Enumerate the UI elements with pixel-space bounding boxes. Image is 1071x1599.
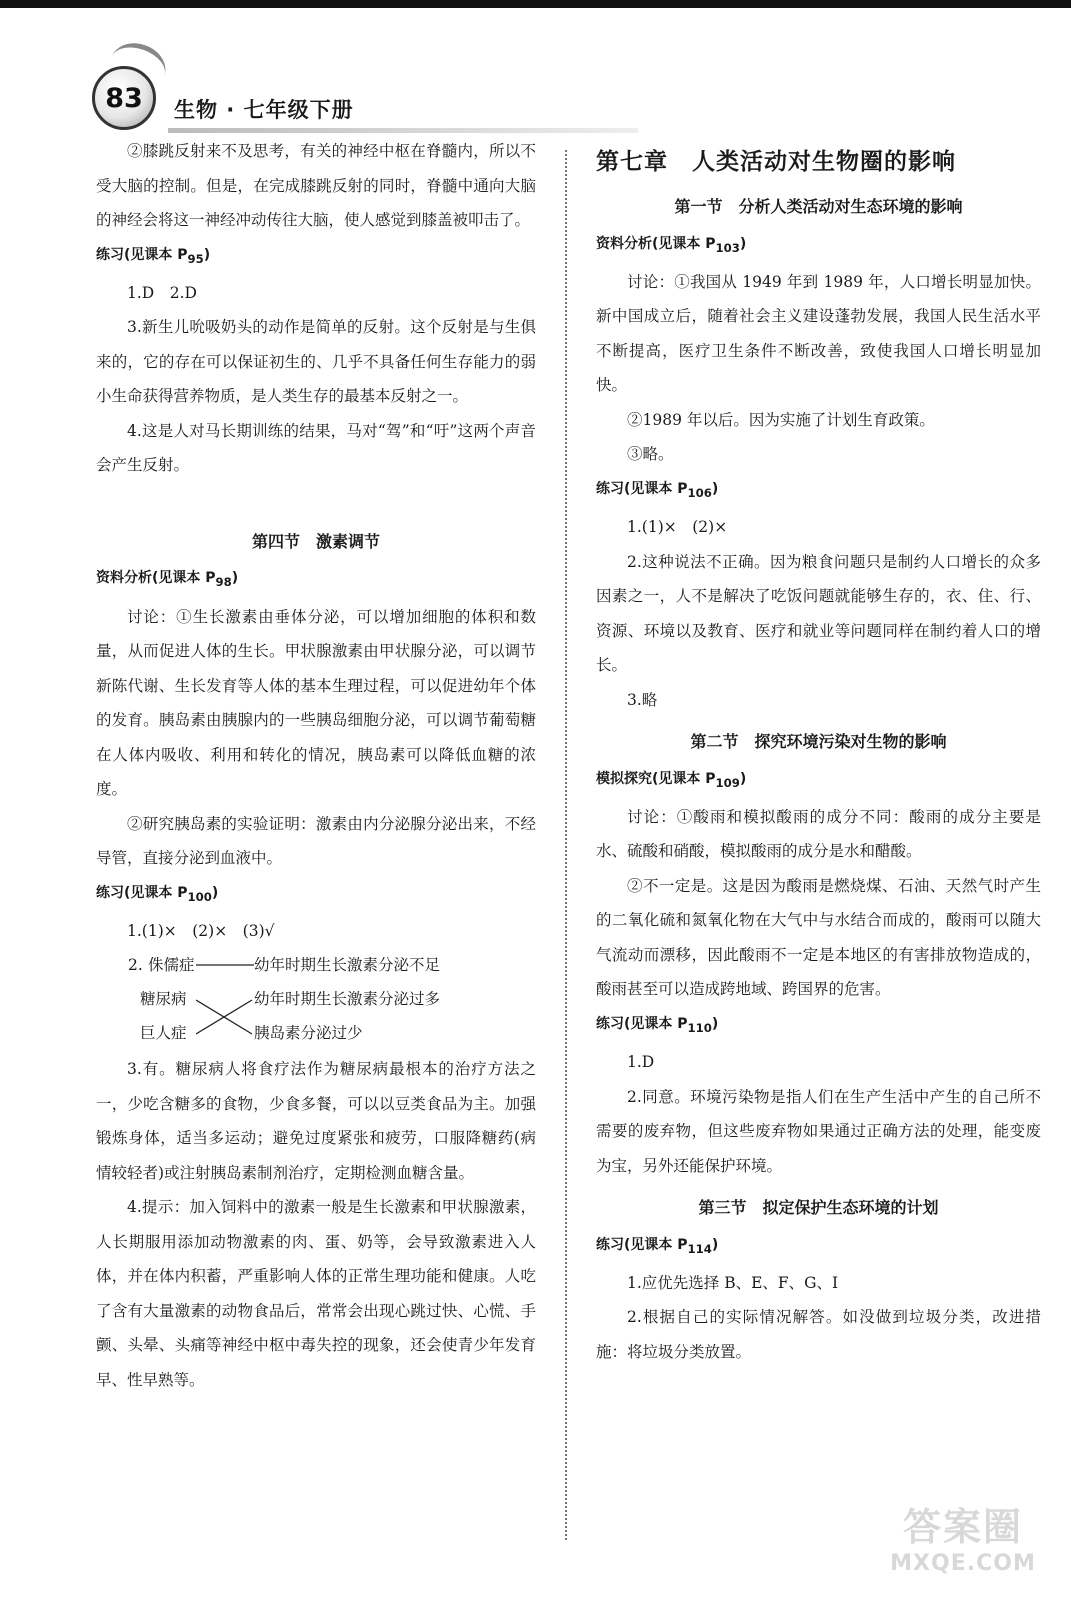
page-ref: 114 (687, 1241, 712, 1256)
exercise-answer-3: 3.略 (627, 690, 658, 709)
page-ref: 100 (187, 889, 212, 904)
exercise-answers: 1.D 2.D (127, 283, 197, 302)
right-column (596, 142, 1041, 1369)
match-right-item: 胰岛素分泌过少 (254, 1024, 363, 1043)
exercise-answer-2: 2.同意。环境污染物是指人们在生产生活中产生的自己所不需要的废弃物，但这些废弃物如果通过正确方法的处理，能变废为宝，另外还能保护环境。 (596, 1087, 1041, 1175)
match-left-item: 侏儒症 (148, 956, 195, 975)
discussion-3: ③略。 (627, 445, 674, 464)
exercise-answer-3: 3.新生儿吮吸奶头的动作是简单的反射。这个反射是与生俱来的，它的存在可以保证初生的、几乎不具备任何生存能力的弱小生命获得营养物质，是人类生存的最基本反射之一。 (96, 318, 536, 406)
column-divider (565, 150, 567, 1540)
page-ref: 95 (187, 251, 204, 266)
simulation-discussion-1: 讨论：①酸雨和模拟酸雨的成分不同：酸雨的成分主要是水、硫酸和硝酸，模拟酸雨的成分是水和醋酸。 (596, 807, 1041, 861)
discussion-1: 讨论：①我国从 1949 年到 1989 年，人口增长明显加快。新中国成立后，随着社会主义建设蓬勃发展，我国人民生活水平不断提高，医疗卫生条件不断改善，致使我国人口增长明显加快。 (596, 272, 1041, 395)
match-right-item: 幼年时期生长激素分泌过多 (254, 990, 441, 1009)
page-ref: 110 (687, 1020, 712, 1035)
section-title-3: 第三节 拟定保护生态环境的计划 (698, 1198, 939, 1218)
exercise-answer-1: 1.应优先选择 B、E、F、G、I (627, 1273, 839, 1292)
exercise-answer-2: 2.根据自己的实际情况解答。如没做到垃圾分类，改进措施：将垃圾分类放置。 (596, 1308, 1041, 1361)
exercise-answer-2: 2.这种说法不正确。因为粮食问题只是制约人口增长的众多因素之一，人不是解决了吃饭问题就能够生存的，衣、住、行、资源、环境以及教育、医疗和就业等问题同样在制约着人口的增长。 (596, 552, 1041, 675)
exercise-answer-3: 3.有。糖尿病人将食疗法作为糖尿病最根本的治疗方法之一，少吃含糖多的食物，少食多餐，可以以豆类食品为主。加强锻炼身体，适当多运动；避免过度紧张和疲劳，口服降糖药(病情较轻者)或注射胰岛素制剂治疗，定期检测血糖含量。 (96, 1060, 536, 1182)
match-left-item: 巨人症 (140, 1024, 187, 1043)
match-lines (196, 948, 256, 1052)
exercise-answer-1: 1.(1)× (2)× (627, 518, 728, 537)
section-title-1: 第一节 分析人类活动对生态环境的影响 (674, 197, 963, 216)
exercise-label: 练习(见课本 $P_{106}$) (596, 480, 719, 500)
match-prefix: 2. (128, 956, 143, 975)
top-border (0, 0, 1071, 8)
page-ref: 109 (715, 775, 740, 790)
page-ref: 106 (687, 485, 712, 500)
page-ref: 98 (215, 575, 232, 590)
page-ref: 103 (715, 240, 740, 255)
knee-reflex-answer: ②膝跳反射来不及思考，有关的神经中枢在脊髓内，所以不受大脑的控制。但是，在完成膝跳反射的同时，脊髓中通向大脑的神经会将这一神经冲动传往大脑，使人感觉到膝盖被叩击了。 (96, 142, 536, 229)
exercise-label: 练习(见课本 $P_{95}$) (96, 246, 211, 266)
section-title-2: 第二节 探究环境污染对生物的影响 (690, 732, 947, 752)
watermark (878, 1496, 1048, 1586)
page-header (86, 44, 566, 134)
book-title: 生物 · 七年级下册 (174, 98, 354, 122)
match-left-item: 糖尿病 (140, 990, 187, 1009)
page-number-badge: 83 (92, 66, 156, 130)
watermark-logo-text: 答案圈 (902, 1505, 1023, 1549)
exercise-label: 练习(见课本 $P_{100}$) (96, 884, 219, 904)
spacer (96, 483, 536, 517)
left-column (96, 134, 536, 1397)
discussion-1: 讨论：①生长激素由垂体分泌，可以增加细胞的体积和数量，从而促进人体的生长。甲状腺激素由甲状腺分泌，可以调节新陈代谢、生长发育等人体的基本生理过程，可以促进幼年个体的发育。胰岛素由胰腺内的一些胰岛细胞分泌，可以调节葡萄糖在人体内吸收、利用和转化的情况，胰岛素可以降低血糖的浓度。 (96, 607, 536, 799)
exercise-label: 练习(见课本 $P_{114}$) (596, 1236, 719, 1256)
chapter-title: 第七章 人类活动对生物圈的影响 (596, 149, 956, 175)
simulation-label: 模拟探究(见课本 $P_{109}$) (596, 770, 747, 790)
simulation-discussion-2: ②不一定是。这是因为酸雨是燃烧煤、石油、天然气时产生的二氧化硫和氮氧化物在大气中与水结合而成的，酸雨可以随大气流动而漂移，因此酸雨不一定是本地区的有害排放物造成的，酸雨甚至可以造成跨地域、跨国界的危害。 (596, 876, 1041, 999)
match-right-item: 幼年时期生长激素分泌不足 (254, 956, 441, 975)
exercise-answer-4: 4.这是人对马长期训练的结果，马对“驾”和“吁”这两个声音会产生反射。 (96, 421, 536, 475)
section-title-4: 第四节 激素调节 (251, 531, 380, 551)
exercise-label: 练习(见课本 $P_{110}$) (596, 1015, 719, 1035)
discussion-2: ②1989 年以后。因为实施了计划生育政策。 (627, 410, 935, 429)
header-underline (168, 128, 638, 133)
exercise-answer-1: 1.(1)× (2)× (3)√ (127, 921, 275, 940)
matching-diagram (96, 948, 536, 1052)
watermark-url: MXQE.COM (890, 1551, 1036, 1576)
discussion-2: ②研究胰岛素的实验证明：激素由内分泌腺分泌出来，不经导管，直接分泌到血液中。 (96, 814, 536, 868)
data-analysis-label: 资料分析(见课本 $P_{103}$) (596, 235, 747, 255)
exercise-answer-1: 1.D (627, 1053, 655, 1072)
data-analysis-label: 资料分析(见课本 $P_{98}$) (96, 570, 239, 590)
exercise-answer-4: 4.提示：加入饲料中的激素一般是生长激素和甲状腺激素，人长期服用添加动物激素的肉、蛋、奶等，会导致激素进入人体，并在体内积蓄，严重影响人体的正常生理功能和健康。人吃了含有大量激素的动物食品后，常常会出现心跳过快、心慌、手颤、头晕、头痛等神经中枢中毒失控的现象，还会使青少年发育早、性早熟等。 (96, 1198, 536, 1389)
